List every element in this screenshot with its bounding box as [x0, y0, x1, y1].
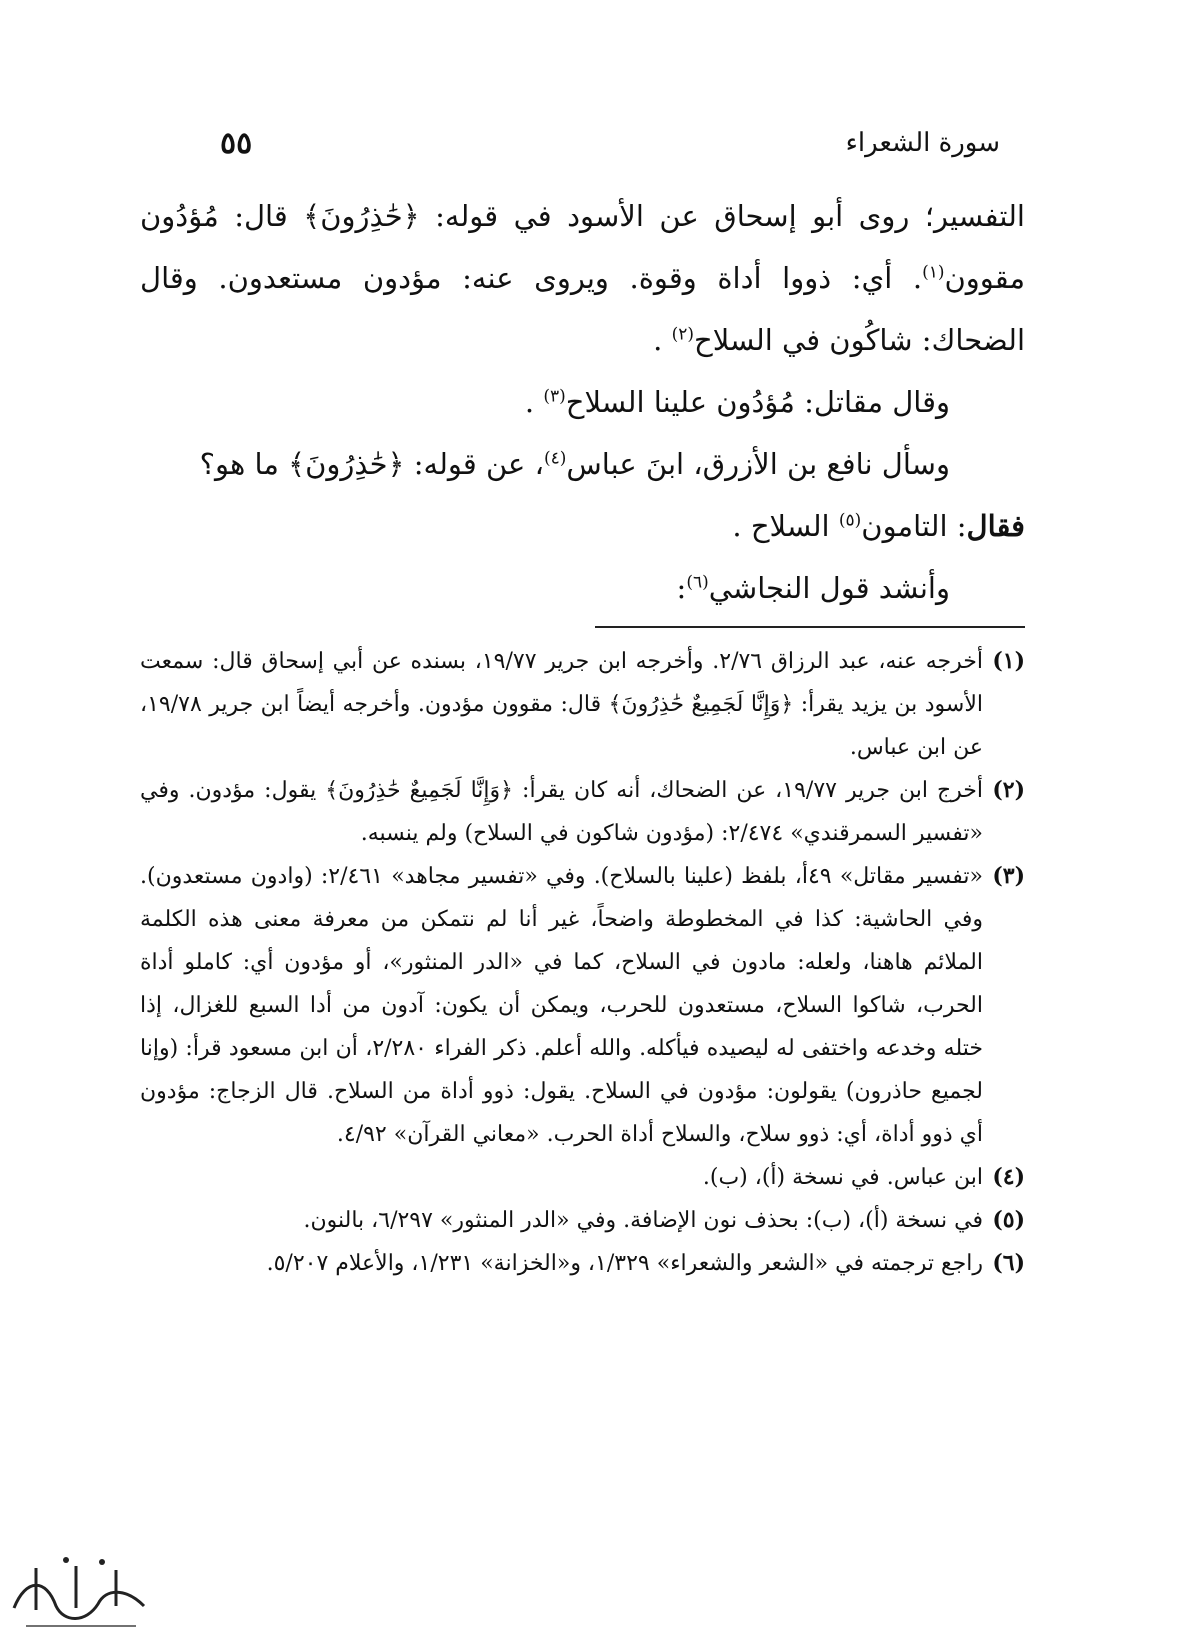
footnote-number: (٤) [992, 1164, 1025, 1190]
text-span: . أي: ذووا أداة وقوة. ويروى عنه: مؤدون مستعدون. وقال الضحاك: شاكُون في السلاح [140, 261, 1025, 357]
text-span: وأنشد قول النجاشي [708, 571, 950, 605]
paragraph-3 [140, 433, 1025, 495]
quran-quote: ﴿حَٰذِرُونَ﴾ [288, 447, 405, 481]
footnote-item [140, 1156, 1025, 1199]
footnote-ref[interactable]: (٣) [543, 386, 566, 407]
footnote-ref[interactable]: (١) [922, 262, 945, 283]
footnote-ref[interactable]: (٢) [671, 324, 695, 345]
footnote-text: أخرجه عنه، عبد الرزاق ٢/٧٦. وأخرجه ابن جرير ١٩/٧٧، بسنده عن أبي إسحاق قال: سمعت الأسود بن يزيد يقرأ: ﴿وَإِنَّا لَجَمِيعٌ حَٰذِرُونَ﴾ قال: مقوون مؤدون. وأخرجه أيضاً ابن جرير ١٩/٧٨، عن ابن عباس. [140, 649, 983, 760]
footnote-ref[interactable]: (٦) [686, 572, 709, 593]
footnote-number: (٢) [992, 777, 1025, 803]
text-span: ما هو؟ [199, 447, 289, 481]
text-span: ، عن قوله: [404, 447, 544, 481]
surah-title: سورة الشعراء [845, 128, 1000, 158]
footnote-text: ابن عباس. في نسخة (أ)، (ب). [702, 1165, 983, 1190]
footnote-ref[interactable]: (٥) [838, 510, 862, 531]
footnote-item [140, 1242, 1025, 1285]
text-span: . [524, 385, 544, 419]
text-span: وسأل نافع بن الأزرق، ابنَ عباس [566, 447, 950, 481]
text-span: . [653, 323, 672, 357]
paragraph-5 [140, 557, 1025, 619]
calligraphy-logo-icon [6, 1548, 156, 1648]
footnote-item [140, 855, 1025, 1156]
paragraph-4 [140, 495, 1025, 557]
footnote-text: أخرج ابن جرير ١٩/٧٧، عن الضحاك، أنه كان يقرأ: ﴿وَإِنَّا لَجَمِيعٌ حَٰذِرُونَ﴾ يقول: مؤدون. وفي «تفسير السمرقندي» ٢/٤٧٤: (مؤدون شاكون في السلاح) ولم ينسبه. [140, 778, 983, 846]
page-number: ٥٥ [220, 125, 253, 161]
footnote-number: (١) [992, 648, 1025, 674]
footnote-text: في نسخة (أ)، (ب): بحذف نون الإضافة. وفي «الدر المنثور» ٦/٢٩٧، بالنون. [303, 1208, 983, 1233]
footnote-divider [595, 626, 1025, 628]
quran-quote: ﴿حَٰذِرُونَ﴾ [303, 199, 420, 233]
text-span: السلاح . [732, 509, 839, 543]
footnote-item [140, 640, 1025, 769]
running-header [220, 118, 1000, 168]
text-span: قال: مُؤدُون مقوون [140, 199, 1025, 295]
footnotes [140, 640, 1025, 1285]
bold-word: فقال [966, 509, 1025, 543]
footnote-ref[interactable]: (٤) [543, 448, 567, 469]
footnote-number: (٣) [992, 863, 1025, 889]
text-span: وقال مقاتل: مُؤدُون علينا السلاح [565, 385, 950, 419]
text-span: : التامون [861, 509, 967, 543]
paragraph-1 [140, 185, 1025, 371]
paragraph-2 [140, 371, 1025, 433]
footnote-number: (٦) [992, 1250, 1025, 1276]
footnote-text: «تفسير مقاتل» ٤٩أ، بلفظ (علينا بالسلاح). وفي «تفسير مجاهد» ٢/٤٦١: (وادون مستعدون). وفي الحاشية: كذا في المخطوطة واضحاً، غير أنا لم نتمكن من معرفة معنى هذه الكلمة الملائم هاهنا، ولعله: مادون في السلاح، كما في «الدر المنثور»، أو مؤدون أي: كاملو أداة الحرب، شاكوا السلاح، مستعدون للحرب، ويمكن أن يكون: آدون من أدا السبع للغزال، إذا ختله وخدعه واختفى له ليصيده فيأكله. والله أعلم. ذكر الفراء ٢/٢٨٠، أن ابن مسعود قرأ: (وإنا لجميع حاذرون) يقولون: مؤدون في السلاح. يقول: ذوو أداة من السلاح. قال الزجاج: مؤدون أي ذوو أداة، أي: ذوو سلاح، والسلاح أداة الحرب. «معاني القرآن» ٤/٩٢. [140, 864, 983, 1147]
main-text [140, 185, 1025, 619]
watermark-logo [6, 1548, 156, 1648]
footnote-item [140, 769, 1025, 855]
footnote-text: راجع ترجمته في «الشعر والشعراء» ١/٣٢٩، و«الخزانة» ١/٢٣١، والأعلام ٥/٢٠٧. [266, 1251, 983, 1276]
footnote-number: (٥) [992, 1207, 1025, 1233]
footnote-item [140, 1199, 1025, 1242]
text-span: التفسير؛ روى أبو إسحاق عن الأسود في قوله: [419, 199, 1025, 233]
text-span: : [676, 571, 687, 605]
